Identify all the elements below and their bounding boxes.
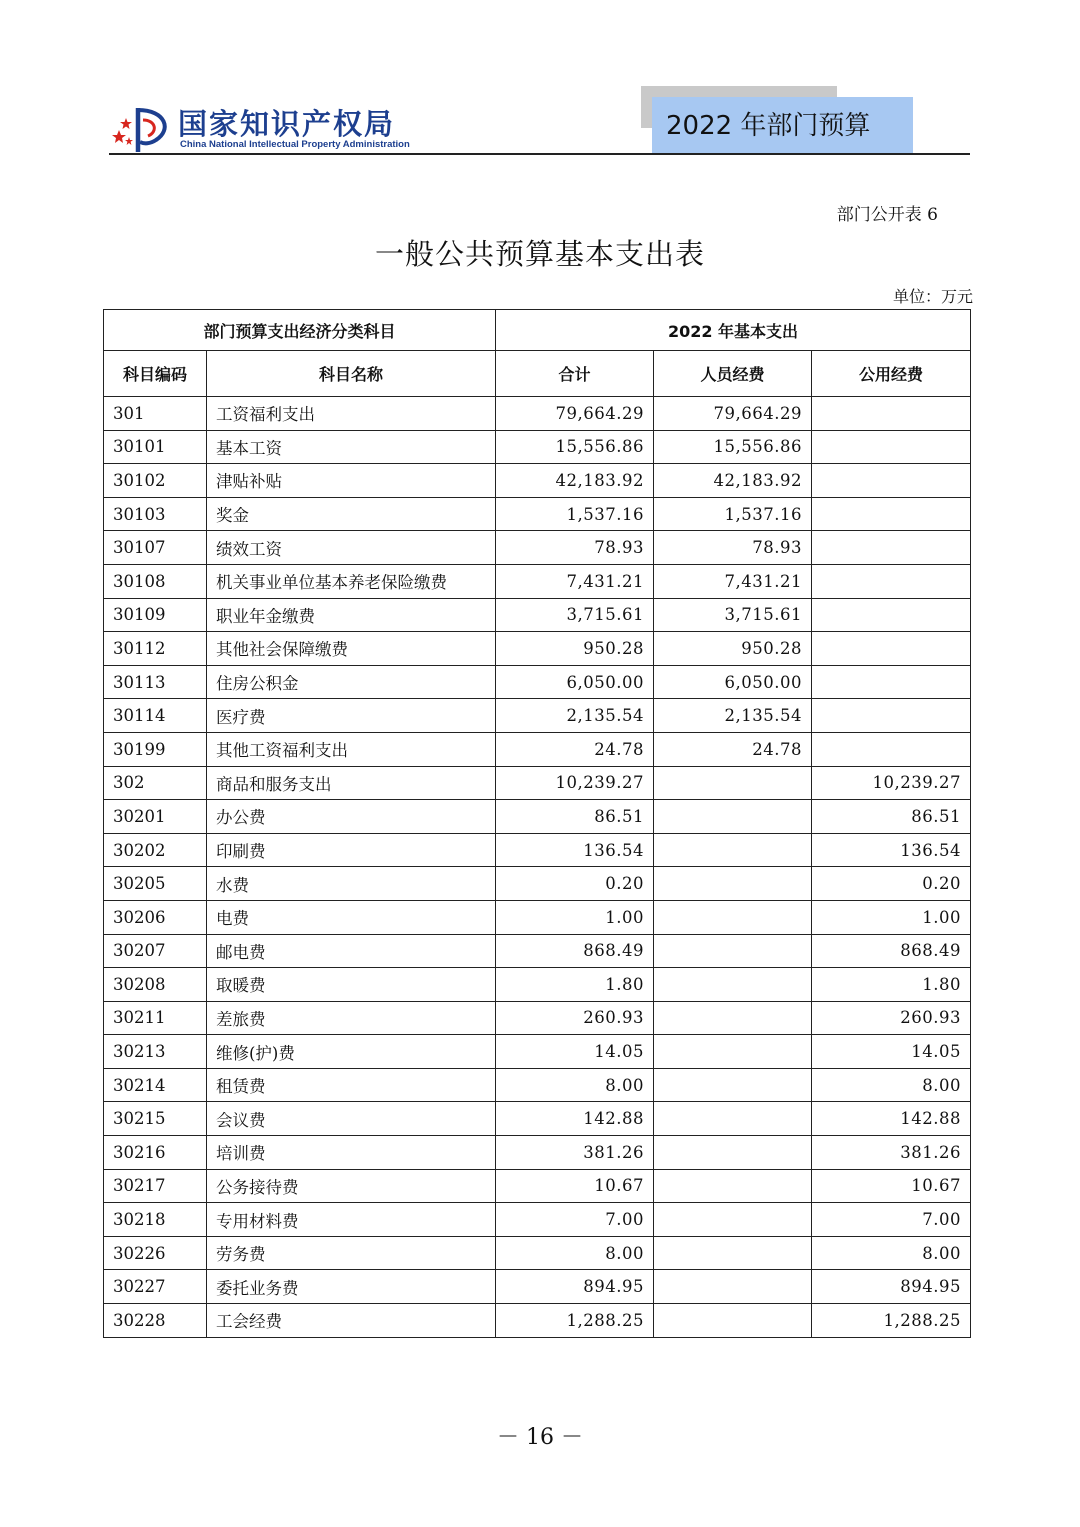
cell-personnel: 79,664.29: [654, 397, 812, 431]
cell-public: 381.26: [812, 1136, 971, 1170]
table-row: [104, 665, 971, 699]
cell-personnel: [654, 1169, 812, 1203]
col-header-name: 科目名称: [207, 351, 496, 397]
table-row: [104, 430, 971, 464]
cell-code: 30108: [104, 564, 207, 598]
cell-total: 10,239.27: [496, 766, 654, 800]
cell-public: 10,239.27: [812, 766, 971, 800]
cell-public: [812, 531, 971, 565]
cell-code: 30217: [104, 1169, 207, 1203]
cell-name: 取暖费: [207, 968, 496, 1002]
cell-name: 电费: [207, 900, 496, 934]
table-row: [104, 1236, 971, 1270]
table-row: [104, 1001, 971, 1035]
table-number: 部门公开表 6: [836, 205, 938, 225]
cell-public: [812, 632, 971, 666]
cell-total: 79,664.29: [496, 397, 654, 431]
table-row: [104, 968, 971, 1002]
cell-name: 商品和服务支出: [207, 766, 496, 800]
cell-total: 142.88: [496, 1102, 654, 1136]
cell-code: 30216: [104, 1136, 207, 1170]
cell-personnel: [654, 833, 812, 867]
cell-personnel: [654, 1102, 812, 1136]
page-title: 一般公共预算基本支出表: [374, 237, 705, 271]
cell-personnel: 2,135.54: [654, 699, 812, 733]
cell-personnel: 3,715.61: [654, 598, 812, 632]
cell-personnel: 24.78: [654, 732, 812, 766]
cell-name: 邮电费: [207, 934, 496, 968]
cell-total: 0.20: [496, 867, 654, 901]
cell-public: 14.05: [812, 1035, 971, 1069]
cell-total: 894.95: [496, 1270, 654, 1304]
cell-code: 30211: [104, 1001, 207, 1035]
cell-name: 津贴补贴: [207, 464, 496, 498]
cell-total: 8.00: [496, 1068, 654, 1102]
cell-name: 工会经费: [207, 1304, 496, 1338]
cnipa-emblem-icon: [110, 100, 176, 154]
cell-total: 136.54: [496, 833, 654, 867]
cell-public: 8.00: [812, 1236, 971, 1270]
cell-public: [812, 699, 971, 733]
col-header-public: 公用经费: [812, 351, 971, 397]
cell-name: 奖金: [207, 497, 496, 531]
cell-personnel: 7,431.21: [654, 564, 812, 598]
table-row: [104, 800, 971, 834]
cell-code: 30103: [104, 497, 207, 531]
cell-personnel: [654, 867, 812, 901]
cell-public: 894.95: [812, 1270, 971, 1304]
cell-code: 30113: [104, 665, 207, 699]
table-row: [104, 699, 971, 733]
cell-code: 30112: [104, 632, 207, 666]
table-row: [104, 464, 971, 498]
cell-personnel: [654, 934, 812, 968]
table-row: [104, 934, 971, 968]
cell-public: [812, 564, 971, 598]
cell-public: 1,288.25: [812, 1304, 971, 1338]
cell-code: 30102: [104, 464, 207, 498]
cell-personnel: [654, 900, 812, 934]
cell-name: 维修(护)费: [207, 1035, 496, 1069]
table-row: [104, 732, 971, 766]
cell-name: 其他工资福利支出: [207, 732, 496, 766]
cell-public: 8.00: [812, 1068, 971, 1102]
cell-public: 142.88: [812, 1102, 971, 1136]
cell-code: 302: [104, 766, 207, 800]
cell-public: 1.00: [812, 900, 971, 934]
table-row: [104, 1136, 971, 1170]
cell-name: 其他社会保障缴费: [207, 632, 496, 666]
cell-public: [812, 665, 971, 699]
cell-name: 培训费: [207, 1136, 496, 1170]
cell-code: 30215: [104, 1102, 207, 1136]
cell-total: 1,288.25: [496, 1304, 654, 1338]
budget-table: [103, 309, 971, 1338]
table-row: [104, 1304, 971, 1338]
table-body: [104, 397, 971, 1338]
cell-total: 8.00: [496, 1236, 654, 1270]
table-row: [104, 867, 971, 901]
cell-code: 30226: [104, 1236, 207, 1270]
cell-code: 30207: [104, 934, 207, 968]
col-header-total: 合计: [496, 351, 654, 397]
table-row: [104, 1169, 971, 1203]
cell-name: 机关事业单位基本养老保险缴费: [207, 564, 496, 598]
cell-public: 260.93: [812, 1001, 971, 1035]
org-name-cn: 国家知识产权局: [178, 107, 396, 141]
cell-personnel: [654, 1203, 812, 1237]
table-row: [104, 766, 971, 800]
cell-personnel: [654, 1001, 812, 1035]
cell-total: 7.00: [496, 1203, 654, 1237]
cell-total: 42,183.92: [496, 464, 654, 498]
cell-name: 劳务费: [207, 1236, 496, 1270]
cell-name: 住房公积金: [207, 665, 496, 699]
cell-code: 30114: [104, 699, 207, 733]
cell-code: 30101: [104, 430, 207, 464]
cell-personnel: 6,050.00: [654, 665, 812, 699]
cell-personnel: 1,537.16: [654, 497, 812, 531]
cell-code: 301: [104, 397, 207, 431]
document-badge: [652, 97, 913, 153]
cell-name: 会议费: [207, 1102, 496, 1136]
table-row: [104, 531, 971, 565]
cell-personnel: [654, 1236, 812, 1270]
table-row: [104, 900, 971, 934]
table-row: [104, 1270, 971, 1304]
cell-code: 30208: [104, 968, 207, 1002]
cell-code: 30206: [104, 900, 207, 934]
cnipa-logo: [110, 100, 410, 154]
cell-personnel: [654, 766, 812, 800]
cell-total: 381.26: [496, 1136, 654, 1170]
cell-code: 30218: [104, 1203, 207, 1237]
cell-public: [812, 598, 971, 632]
cell-name: 印刷费: [207, 833, 496, 867]
cell-code: 30228: [104, 1304, 207, 1338]
cell-total: 1.80: [496, 968, 654, 1002]
cell-code: 30107: [104, 531, 207, 565]
cell-public: 1.80: [812, 968, 971, 1002]
cell-total: 950.28: [496, 632, 654, 666]
cell-public: 86.51: [812, 800, 971, 834]
header-divider: [109, 153, 970, 155]
cell-personnel: 15,556.86: [654, 430, 812, 464]
col-header-code: 科目编码: [104, 351, 207, 397]
table-row: [104, 1068, 971, 1102]
cell-total: 14.05: [496, 1035, 654, 1069]
cell-total: 7,431.21: [496, 564, 654, 598]
cell-total: 78.93: [496, 531, 654, 565]
cell-personnel: [654, 968, 812, 1002]
cell-total: 3,715.61: [496, 598, 654, 632]
cell-total: 15,556.86: [496, 430, 654, 464]
col-header-personnel: 人员经费: [654, 351, 812, 397]
cell-name: 绩效工资: [207, 531, 496, 565]
cell-personnel: 42,183.92: [654, 464, 812, 498]
cell-personnel: [654, 1035, 812, 1069]
table-row: [104, 564, 971, 598]
table-row: [104, 1102, 971, 1136]
cell-personnel: [654, 1136, 812, 1170]
table-row: [104, 497, 971, 531]
cell-name: 租赁费: [207, 1068, 496, 1102]
cell-name: 差旅费: [207, 1001, 496, 1035]
cell-public: 10.67: [812, 1169, 971, 1203]
cell-personnel: 950.28: [654, 632, 812, 666]
table-row: [104, 632, 971, 666]
table-row: [104, 833, 971, 867]
cell-name: 办公费: [207, 800, 496, 834]
cell-name: 水费: [207, 867, 496, 901]
table-column-header-row: [104, 351, 971, 397]
cell-code: 30199: [104, 732, 207, 766]
cell-total: 1,537.16: [496, 497, 654, 531]
cell-public: 7.00: [812, 1203, 971, 1237]
cell-personnel: 78.93: [654, 531, 812, 565]
cell-total: 2,135.54: [496, 699, 654, 733]
cell-total: 1.00: [496, 900, 654, 934]
cell-code: 30214: [104, 1068, 207, 1102]
cell-code: 30213: [104, 1035, 207, 1069]
cell-public: 0.20: [812, 867, 971, 901]
cell-public: [812, 497, 971, 531]
cell-code: 30227: [104, 1270, 207, 1304]
cell-public: [812, 464, 971, 498]
document-badge-label: 2022 年部门预算: [666, 111, 871, 141]
table-row: [104, 397, 971, 431]
cell-total: 24.78: [496, 732, 654, 766]
unit-label: 单位：万元: [892, 287, 973, 306]
cell-personnel: [654, 1304, 812, 1338]
group-header-classification: 部门预算支出经济分类科目: [104, 310, 496, 351]
cell-total: 10.67: [496, 1169, 654, 1203]
cell-name: 公务接待费: [207, 1169, 496, 1203]
cell-code: 30202: [104, 833, 207, 867]
org-name-en: China National Intellectual Property Administration: [180, 139, 410, 150]
cell-public: 136.54: [812, 833, 971, 867]
table-row: [104, 598, 971, 632]
table-group-header-row: [104, 310, 971, 351]
group-header-basic-expenditure: 2022 年基本支出: [496, 310, 971, 351]
table-row: [104, 1035, 971, 1069]
cell-personnel: [654, 800, 812, 834]
cell-total: 868.49: [496, 934, 654, 968]
cell-personnel: [654, 1270, 812, 1304]
cell-total: 260.93: [496, 1001, 654, 1035]
cell-public: 868.49: [812, 934, 971, 968]
cell-total: 6,050.00: [496, 665, 654, 699]
cell-code: 30201: [104, 800, 207, 834]
table-row: [104, 1203, 971, 1237]
cell-name: 职业年金缴费: [207, 598, 496, 632]
cell-name: 专用材料费: [207, 1203, 496, 1237]
cell-public: [812, 430, 971, 464]
cell-code: 30109: [104, 598, 207, 632]
cell-public: [812, 732, 971, 766]
cell-name: 基本工资: [207, 430, 496, 464]
cell-name: 委托业务费: [207, 1270, 496, 1304]
cell-total: 86.51: [496, 800, 654, 834]
cell-public: [812, 397, 971, 431]
cell-code: 30205: [104, 867, 207, 901]
cell-personnel: [654, 1068, 812, 1102]
cell-name: 医疗费: [207, 699, 496, 733]
cell-name: 工资福利支出: [207, 397, 496, 431]
page-number: － 16 －: [497, 1425, 583, 1450]
